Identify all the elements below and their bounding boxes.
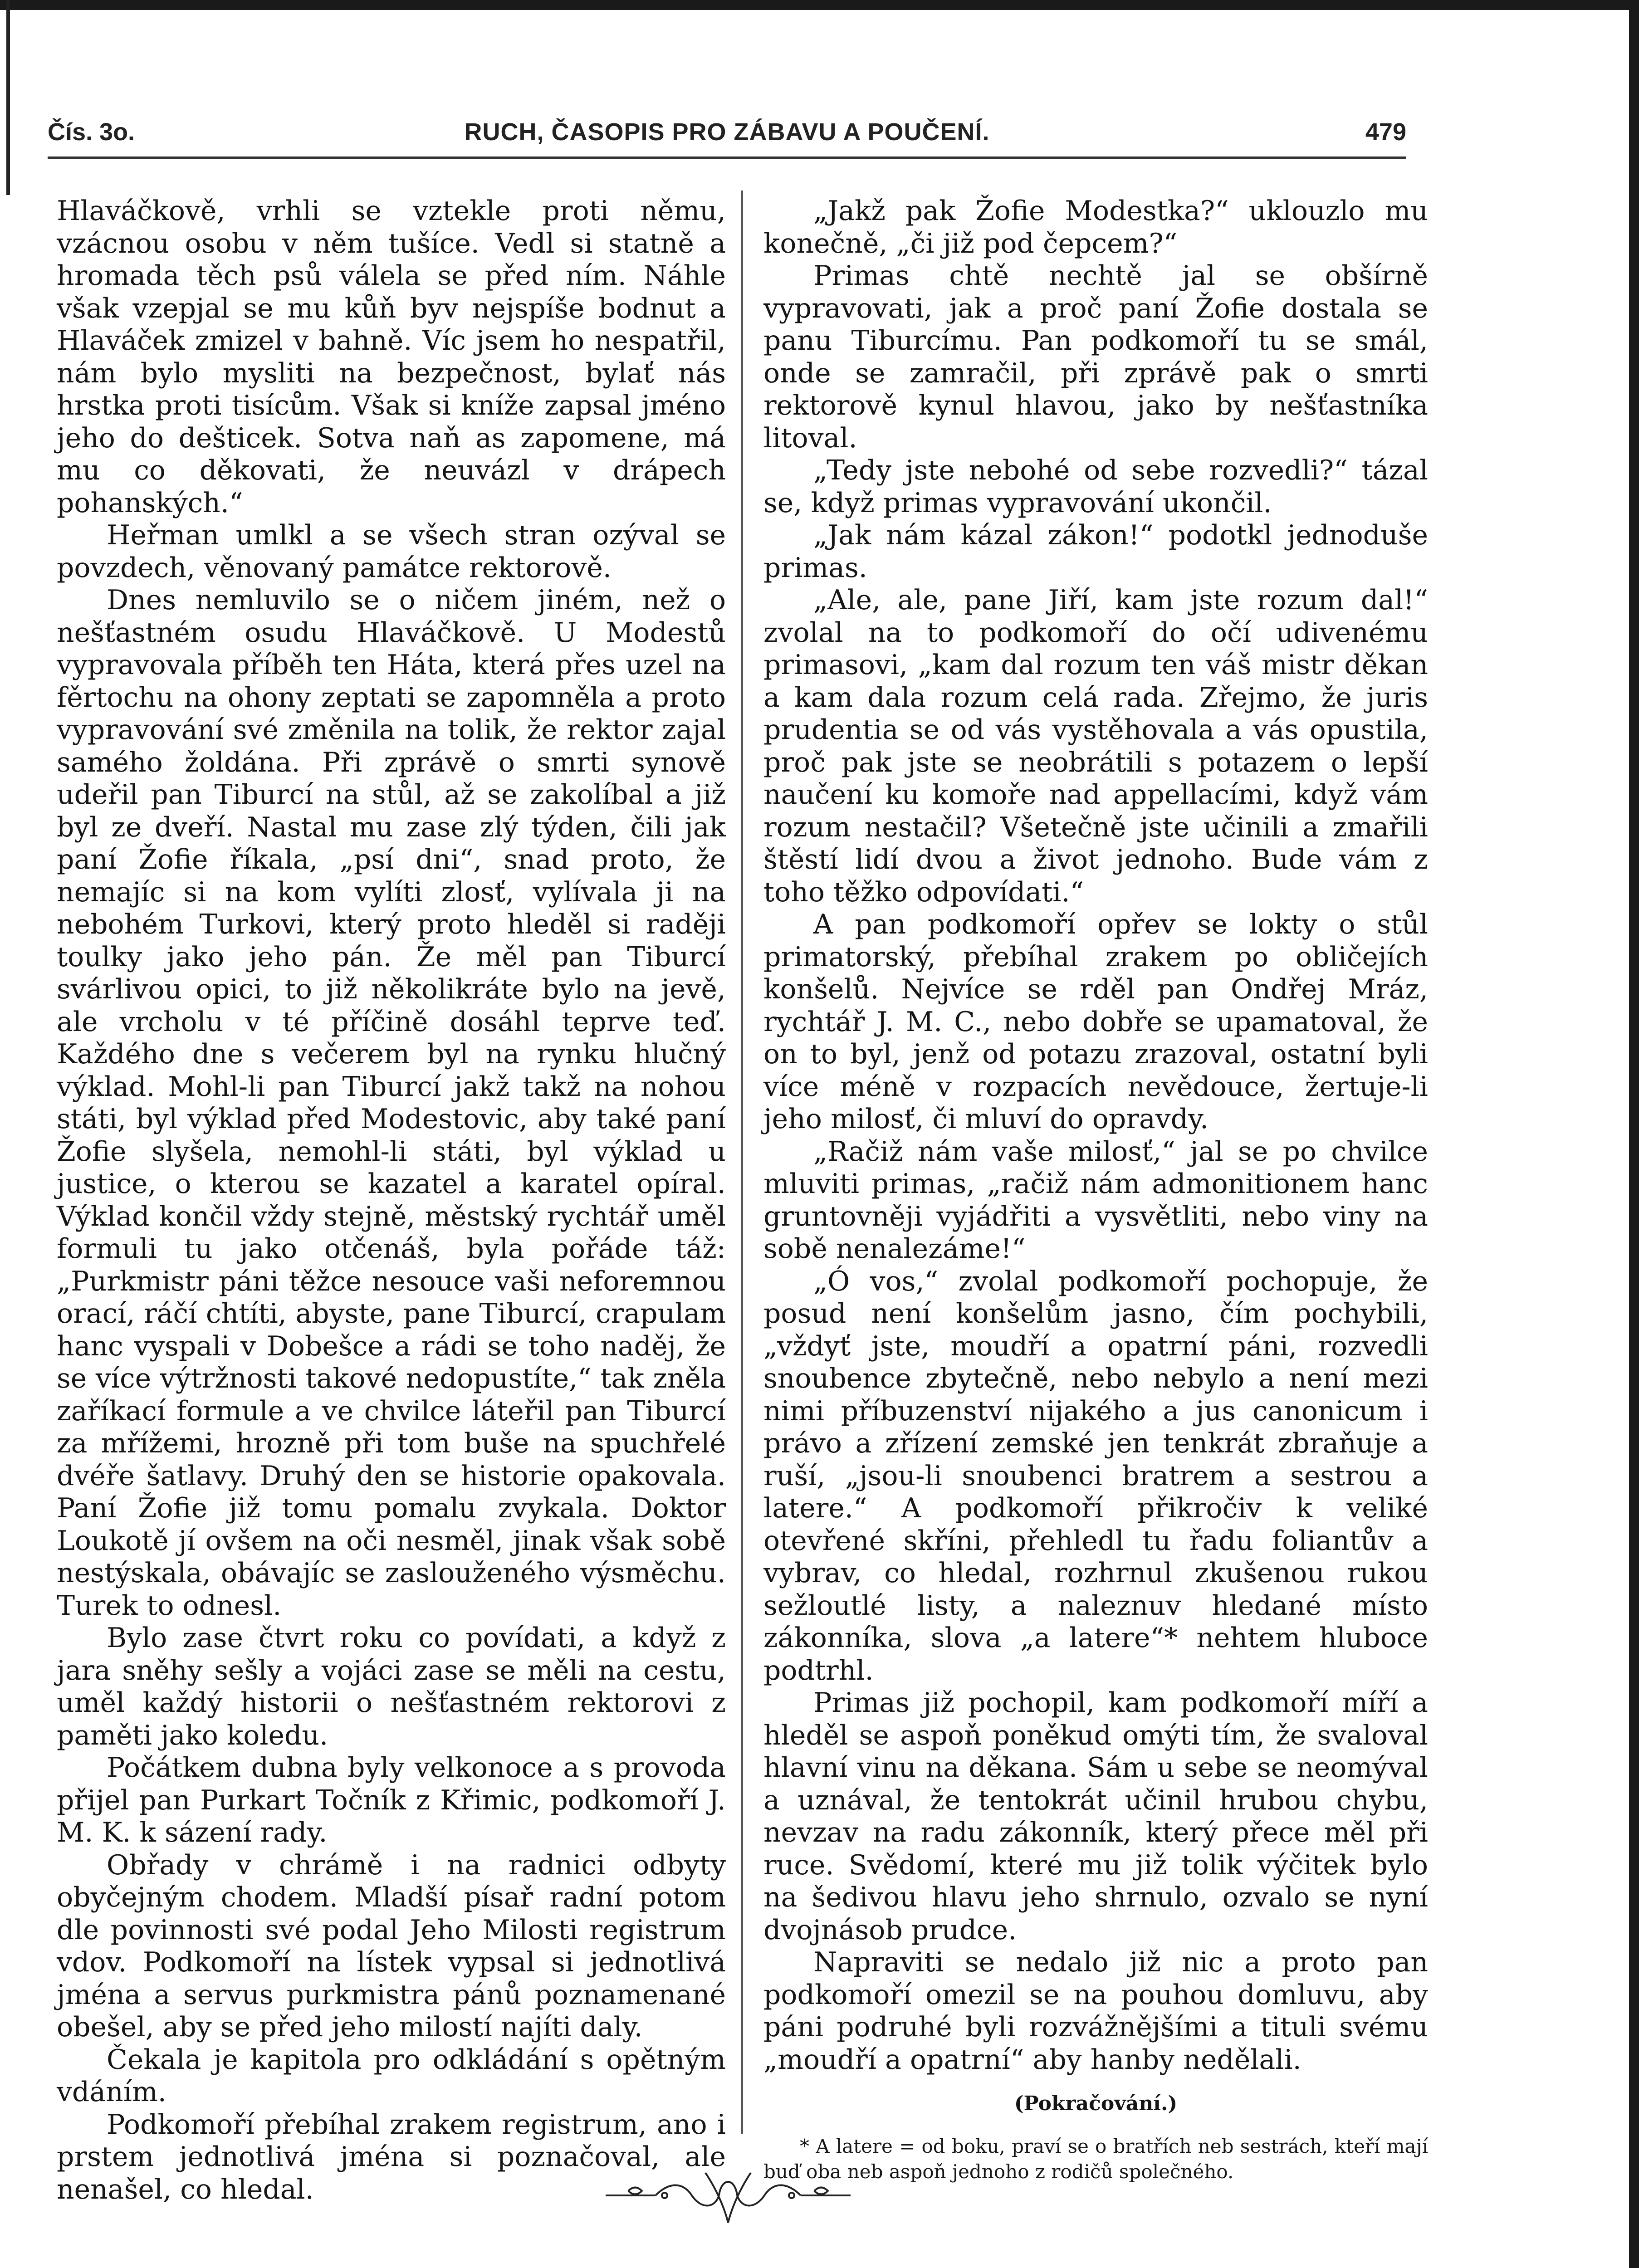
paragraph: Podkomoří přebíhal zrakem registrum, ano i prstem jednotlivá jména si poznačoval, ale nenašel, co hledal. [57, 2108, 726, 2205]
column-divider [741, 191, 743, 2134]
footnote: * A latere = od boku, praví se o bratřích neb sestrách, kteří mají buď oba neb aspoň jednoho z rodičů společného. [763, 2135, 1428, 2183]
issue-number: Čís. 3o. [48, 118, 135, 146]
paragraph: Obřady v chrámě i na radnici odbyty obyčejným chodem. Mladší písař radní potom dle povinnosti své podal Jeho Milosti registrum vdov. Podkomoří na lístek vypsal si jednotlivá jména a servus purkmistra pánů poznamenané obešel, aby se před jeho milostí najíti daly. [57, 1849, 726, 2043]
page-number: 479 [1365, 118, 1406, 146]
vignette-ornament-icon [601, 2164, 855, 2227]
paragraph: Čekala je kapitola pro odkládání s opětným vdáním. [57, 2043, 726, 2108]
paragraph: „Jak nám kázal zákon!“ podotkl jednoduše primas. [763, 519, 1428, 584]
paragraph: „Ó vos,“ zvolal podkomoří pochopuje, že posud není konšelům jasno, čím pochybili, „vždyť jste, moudří a opatrní páni, rozvedli snoubence zbytečně, nebo nebylo a není mezi nimi příbuzenství nijakého a jus canonicum i právo a zřízení zemské jen tenkrát zbraňuje a ruší, „jsou-li snoubenci bratrem a sestrou a latere.“ A podkomoří přikročiv k veliké otevřené skříni, přehledl tu řadu foliantův a vybrav, co hledal, rozhrnul zkušenou rukou sežloutlé listy, a naleznuv hledané místo zákonníka, slova „a latere“* nehtem hluboce podtrhl. [763, 1265, 1428, 1686]
continued-note: (Pokračování.) [1014, 2092, 1178, 2115]
journal-title: RUCH, ČASOPIS PRO ZÁBAVU A POUČENÍ. [464, 118, 990, 146]
right-column [763, 195, 1428, 2185]
paragraph: Bylo zase čtvrt roku co povídati, a když z jara sněhy sešly a vojáci zase se měli na cestu, uměl každý historii o nešťastném rektorovi z paměti jako koledu. [57, 1622, 726, 1751]
page-header [48, 109, 1406, 150]
paragraph: Dnes nemluvilo se o ničem jiném, než o nešťastném osudu Hlaváčkově. U Modestů vypravovala příběh ten Háta, která přes uzel na fěrtochu na ohony zeptati se zapomněla a proto vypravování své změnila na tolik, že rektor zajal samého žoldána. Při zprávě o smrti synově udeřil pan Tiburcí na stůl, až se zakolíbal a již byl ze dveří. Nastal mu zase zlý týden, čili jak paní Žofie říkala, „psí dni“, snad proto, že nemajíc si na kom vylíti zlosť, vylívala ji na nebohém Turkovi, který proto hleděl si raději toulky jako jeho pán. Že měl pan Tiburcí svárlivou opici, to již několikráte bylo na jevě, ale vrcholu v té příčině dosáhl teprve teď. Každého dne s večerem byl na rynku hlučný výklad. Mohl-li pan Tiburcí jakž takž na nohou státi, byl výklad před Modestovic, aby také paní Žofie slyšela, nemohl-li státi, byl výklad u justice, o kterou se kazatel a karatel opíral. Výklad končil vždy stejně, městský rychtář uměl formuli tu jako otčenáš, byla pořáde táž: „Purkmistr páni těžce nesouce vaši neforemnou orací, ráčí chtíti, abyste, pane Tiburcí, crapulam hanc vyspali v Dobešce a rádi se toho naděj, že se více výtržnosti takové nedopustíte,“ tak zněla zaříkací formule a ve chvilce láteřil pan Tiburcí za mřížemi, hrozně při tom buše na spuchřelé dvéře šatlavy. Druhý den se historie opakovala. Paní Žofie již tomu pomalu zvykala. Doktor Loukotě jí ovšem na oči nesměl, jinak však sobě nestýskala, obávajíc se zaslouženého výsměchu. Turek to odnesl. [57, 584, 726, 1622]
paragraph: Heřman umlkl a se všech stran ozýval se povzdech, věnovaný památce rektorově. [57, 519, 726, 584]
left-column [57, 195, 726, 2206]
scan-edge-right [1629, 0, 1639, 2268]
paragraph: Hlaváčkově, vrhli se vztekle proti němu, vzácnou osobu v něm tušíce. Vedl si statně a hromada těch psů válela se před ním. Náhle však vzepjal se mu kůň byv nejspíše bodnut a Hlaváček zmizel v bahně. Víc jsem ho nespatřil, nám bylo mysliti na bezpečnost, bylať nás hrstka proti tisícům. Však si kníže zapsal jméno jeho do dešticek. Sotva naň as zapomene, má mu co děkovati, že neuvázl v drápech pohanských.“ [57, 195, 726, 519]
paragraph: „Tedy jste nebohé od sebe rozvedli?“ tázal se, když primas vypravování ukončil. [763, 455, 1428, 519]
paragraph: „Jakž pak Žofie Modestka?“ uklouzlo mu konečně, „či již pod čepcem?“ [763, 195, 1428, 259]
scan-edge-left [6, 0, 10, 195]
paragraph: „Ale, ale, pane Jiří, kam jste rozum dal!“ zvolal na to podkomoří do očí udivenému primasovi, „kam dal rozum ten váš mistr děkan a kam dala rozum celá rada. Zřejmo, že juris prudentia se od vás vystěhovala a vás opustila, proč pak jste se neobrátili s potazem o lepší naučení ku komoře nad appellacími, když vám rozum nestačil? Všetečně jste učinili a zmařili štěstí lidí dvou a život jednoho. Bude vám z toho těžko odpovídati.“ [763, 584, 1428, 908]
header-rule [48, 156, 1406, 159]
paragraph: Počátkem dubna byly velkonoce a s provoda přijel pan Purkart Točník z Křimic, podkomoří J. M. K. k sázení rady. [57, 1752, 726, 1848]
paragraph: A pan podkomoří opřev se lokty o stůl primatorský, přebíhal zrakem po obličejích konšelů. Nejvíce se rděl pan Ondřej Mráz, rychtář J. M. C., nebo dobře se upamatoval, že on to byl, jenž od potazu zrazoval, ostatní byli více méně v rozpacích nevědouce, žertuje-li jeho milosť, či mluví do opravdy. [763, 909, 1428, 1135]
scan-edge-top [0, 0, 1639, 10]
paragraph: Napraviti se nedalo již nic a proto pan podkomoří omezil se na pouhou domluvu, aby páni podruhé byli rozvážnějšími a tituli svému „moudří a opatrní“ aby hanby nedělali. [763, 1946, 1428, 2076]
paragraph: Primas chtě nechtě jal se obšírně vypravovati, jak a proč paní Žofie dostala se panu Tiburcímu. Pan podkomoří tu se smál, onde se zamračil, při zprávě pak o smrti rektorově kynul hlavou, jako by nešťastníka litoval. [763, 260, 1428, 454]
paragraph: „Račiž nám vaše milosť,“ jal se po chvilce mluviti primas, „račiž nám admonitionem hanc gruntovněji vyjádřiti a vysvětliti, nebo viny na sobě nenalezáme!“ [763, 1135, 1428, 1265]
paragraph: Primas již pochopil, kam podkomoří míří a hleděl se aspoň poněkud omýti tím, že svaloval hlavní vinu na děkana. Sám u sebe se neomýval a uznával, že tentokrát učinil hrubou chybu, nevzav na radu zákonník, který přece měl při ruce. Svědomí, které mu již tolik výčitek bylo na šedivou hlavu jeho shrnulo, ozvalo se nyní dvojnásob prudce. [763, 1687, 1428, 1946]
